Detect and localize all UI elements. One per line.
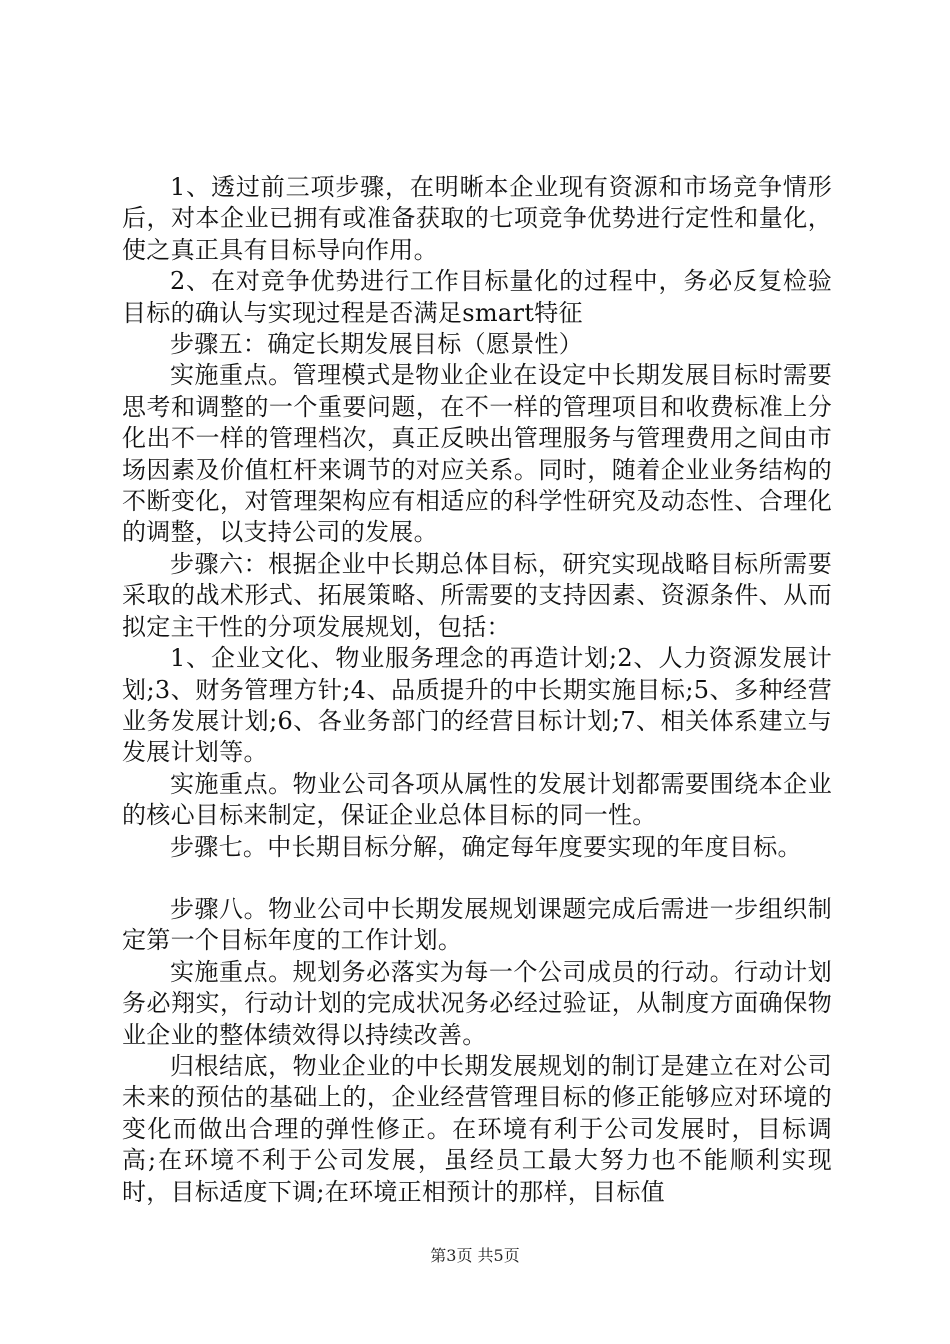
- paragraph-5-heading: 步骤六：根据企业中长期总体目标，研究实现战略目标所需要采取的战术形式、拓展策略、所需要的支持因素、资源条件、从而拟定主干性的分项发展规划，包括：: [122, 549, 832, 641]
- paragraph-10: 实施重点。规划务必落实为每一个公司成员的行动。行动计划务必翔实，行动计划的完成状况务必经过验证，从制度方面确保物业企业的整体绩效得以持续改善。: [122, 957, 832, 1049]
- page-number: 第3页 共5页: [430, 1246, 520, 1265]
- paragraph-8-heading: 步骤七。中长期目标分解，确定每年度要实现的年度目标。: [170, 832, 802, 861]
- paragraph-6: 1、企业文化、物业服务理念的再造计划;2、人力资源发展计划;3、财务管理方针;4、品质提升的中长期实施目标;5、多种经营业务发展计划;6、各业务部门的经营目标计划;7、相关体系建立与发展计划等。: [122, 644, 832, 767]
- paragraph-2: 2、在对竞争优势进行工作目标量化的过程中，务必反复检验目标的确认与实现过程是否满足smart特征: [122, 267, 832, 327]
- paragraph-3-heading: 步骤五：确定长期发展目标（愿景性）: [170, 330, 584, 359]
- paragraph-7: 实施重点。物业公司各项从属性的发展计划都需要围绕本企业的核心目标来制定，保证企业总体目标的同一性。: [122, 769, 832, 830]
- paragraph-9-heading: 步骤八。物业公司中长期发展规划课题完成后需进一步组织制定第一个目标年度的工作计划。: [122, 894, 832, 955]
- paragraph-1: 1、透过前三项步骤，在明晰本企业现有资源和市场竞争情形后，对本企业已拥有或准备获取的七项竞争优势进行定性和量化，使之真正具有目标导向作用。: [122, 173, 832, 264]
- document-body: [122, 172, 832, 1208]
- paragraph-11: 归根结底，物业企业的中长期发展规划的制订是建立在对公司未来的预估的基础上的，企业经营管理目标的修正能够应对环境的变化而做出合理的弹性修正。在环境有利于公司发展时，目标调高;在环境不利于公司发展，虽经员工最大努力也不能顺利实现时，目标适度下调;在环境正相预计的那样，目标值: [122, 1051, 832, 1206]
- paragraph-4: 实施重点。管理模式是物业企业在设定中长期发展目标时需要思考和调整的一个重要问题，在不一样的管理项目和收费标准上分化出不一样的管理档次，真正反映出管理服务与管理费用之间由市场因素及价值杠杆来调节的对应关系。同时，随着企业业务结构的不断变化，对管理架构应有相适应的科学性研究及动态性、合理化的调整，以支持公司的发展。: [122, 361, 832, 547]
